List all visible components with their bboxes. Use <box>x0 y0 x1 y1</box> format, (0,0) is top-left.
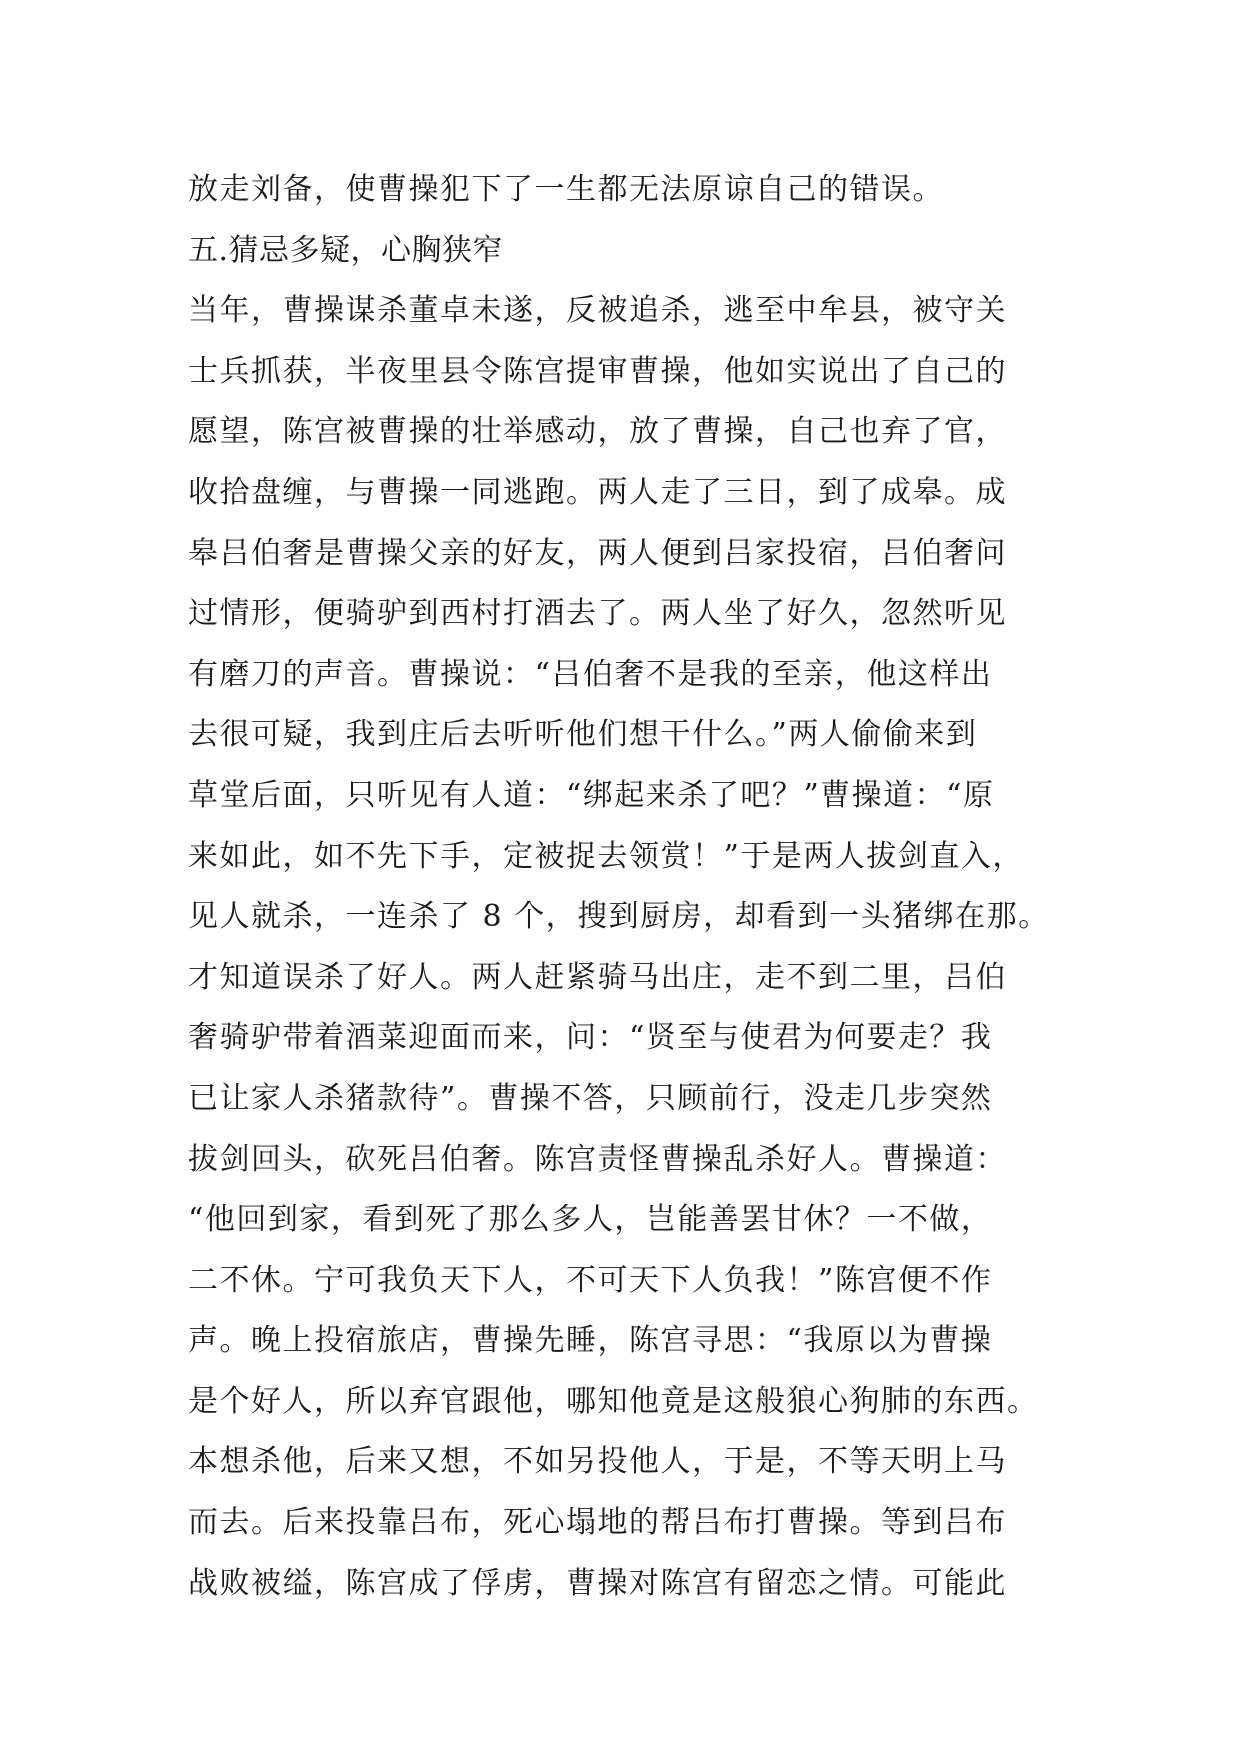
paragraph-line: 有磨刀的声音。曹操说：“吕伯奢不是我的至亲，他这样出 <box>188 656 993 692</box>
section-heading: 五.猜忌多疑，心胸狭窄 <box>188 232 504 268</box>
paragraph-line: 二不休。宁可我负天下人，不可天下人负我！”陈宫便不作 <box>188 1262 993 1298</box>
paragraph-line: 收拾盘缠，与曹操一同逃跑。两人走了三日，到了成皋。成 <box>188 474 1007 510</box>
text-block <box>188 160 1068 1614</box>
paragraph-line: 见人就杀，一连杀了 8 个，搜到厨房，却看到一头猪绑在那。 <box>188 899 1050 935</box>
paragraph-line: 而去。后来投靠吕布，死心塌地的帮吕布打曹操。等到吕布 <box>188 1505 1007 1541</box>
paragraph-line: 来如此，如不先下手，定被捉去领赏！”于是两人拔剑直入， <box>188 838 1024 874</box>
body-paragraph <box>188 281 1068 1614</box>
paragraph-line: 才知道误杀了好人。两人赶紧骑马出庄，走不到二里，吕伯 <box>188 959 1007 995</box>
paragraph-line: 皋吕伯奢是曹操父亲的好友，两人便到吕家投宿，吕伯奢问 <box>188 535 1007 571</box>
paragraph-line: 当年，曹操谋杀董卓未遂，反被追杀，逃至中牟县，被守关 <box>188 293 1007 329</box>
paragraph-line: 奢骑驴带着酒菜迎面而来，问：“贤至与使君为何要走？我 <box>188 1020 993 1056</box>
paragraph-line: 去很可疑，我到庄后去听听他们想干什么。”两人偷偷来到 <box>188 717 978 753</box>
paragraph-line: 士兵抓获，半夜里县令陈宫提审曹操，他如实说出了自己的 <box>188 353 1007 389</box>
paragraph-line: 战败被缢，陈宫成了俘虏，曹操对陈宫有留恋之情。可能此 <box>188 1565 1007 1601</box>
paragraph-line: 草堂后面，只听见有人道：“绑起来杀了吧？”曹操道：“原 <box>188 777 995 813</box>
paragraph-line: 声。晚上投宿旅店，曹操先睡，陈宫寻思：“我原以为曹操 <box>188 1323 993 1359</box>
paragraph-line: 拔剑回头，砍死吕伯奢。陈宫责怪曹操乱杀好人。曹操道： <box>188 1141 1007 1177</box>
paragraph-line: 放走刘备，使曹操犯下了一生都无法原谅自己的错误。 <box>188 172 944 207</box>
paragraph-line: 愿望，陈宫被曹操的壮举感动，放了曹操，自己也弃了官， <box>188 414 1007 450</box>
paragraph-line: 本想杀他，后来又想，不如另投他人，于是，不等天明上马 <box>188 1444 1007 1480</box>
paragraph-line: 已让家人杀猪款待”。曹操不答，只顾前行，没走几步突然 <box>188 1080 993 1116</box>
paragraph-line: “他回到家，看到死了那么多人，岂能善罢甘休？一不做， <box>188 1202 993 1238</box>
paragraph-line: 是个好人，所以弃官跟他，哪知他竟是这般狼心狗肺的东西。 <box>188 1383 1039 1419</box>
paragraph-line: 过情形，便骑驴到西村打酒去了。两人坐了好久，忽然听见 <box>188 596 1007 632</box>
